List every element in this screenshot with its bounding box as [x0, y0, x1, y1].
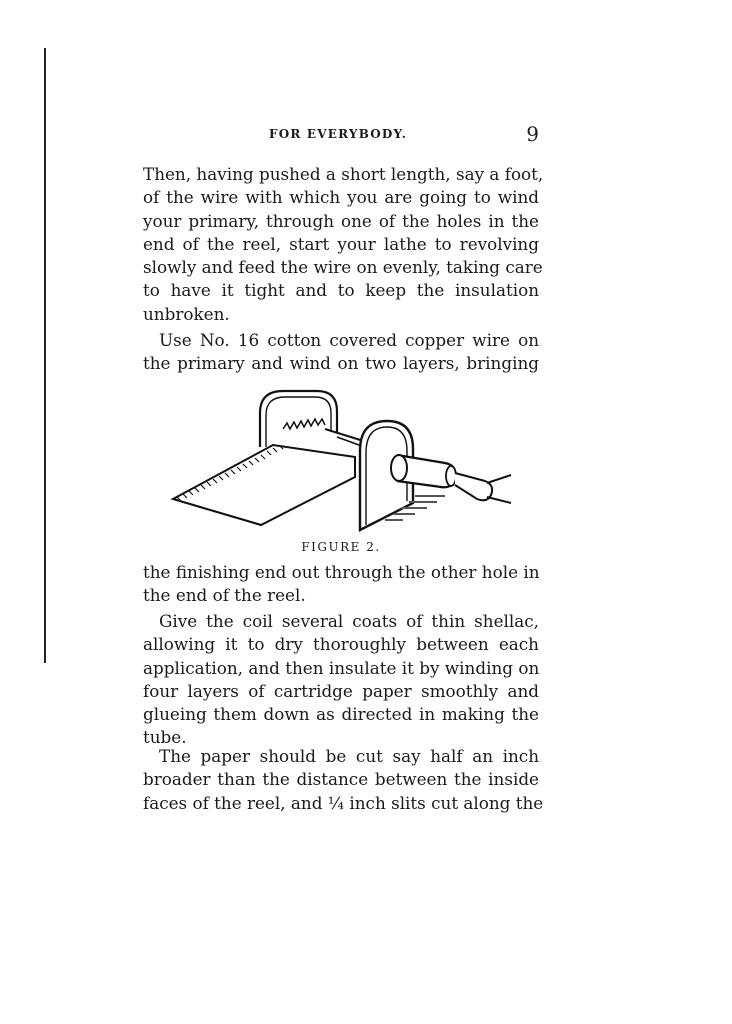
paragraph-5	[143, 745, 544, 815]
text-line: the end of the reel.	[143, 585, 306, 606]
paragraph-2	[143, 329, 539, 376]
paragraph-3	[143, 561, 539, 608]
text-line: faces of the reel, and ¼ inch slits cut along the	[143, 792, 544, 813]
text-line: the finishing end out through the other hole in	[143, 562, 540, 582]
text-line: application, and then insulate it by winding on	[143, 657, 540, 678]
text-line: end of the reel, start your lathe to revolving	[143, 233, 539, 254]
text-line: Use No. 16 cotton covered copper wire on	[159, 330, 539, 350]
page-number: 9	[526, 122, 539, 146]
text-line: tube.	[143, 727, 187, 748]
running-title: FOR EVERYBODY.	[269, 127, 408, 141]
text-line: allowing it to dry thoroughly between each	[143, 634, 539, 655]
text-line: The paper should be cut say half an inch	[159, 746, 539, 766]
running-head	[143, 122, 539, 146]
text-line: of the wire with which you are going to wind	[143, 187, 539, 208]
text-line: to have it tight and to keep the insulation	[143, 280, 539, 301]
text-line: slowly and feed the wire on evenly, taking care	[143, 257, 543, 278]
text-line: unbroken.	[143, 303, 230, 324]
text-line: your primary, through one of the holes in the	[143, 210, 539, 231]
paragraph-4	[143, 610, 539, 750]
text-line: glueing them down as directed in making the	[143, 704, 539, 725]
text-line: Give the coil several coats of thin shellac,	[159, 611, 539, 631]
text-line: Then, having pushed a short length, say a foot,	[143, 164, 544, 184]
page-edge-rule	[44, 48, 46, 663]
figure-2-reel-illustration	[165, 385, 515, 535]
text-line: four layers of cartridge paper smoothly and	[143, 680, 539, 701]
figure-caption: FIGURE 2.	[301, 540, 381, 554]
paragraph-1	[143, 163, 544, 326]
text-line: the primary and wind on two layers, bringing	[143, 353, 539, 374]
text-line: broader than the distance between the inside	[143, 769, 539, 790]
